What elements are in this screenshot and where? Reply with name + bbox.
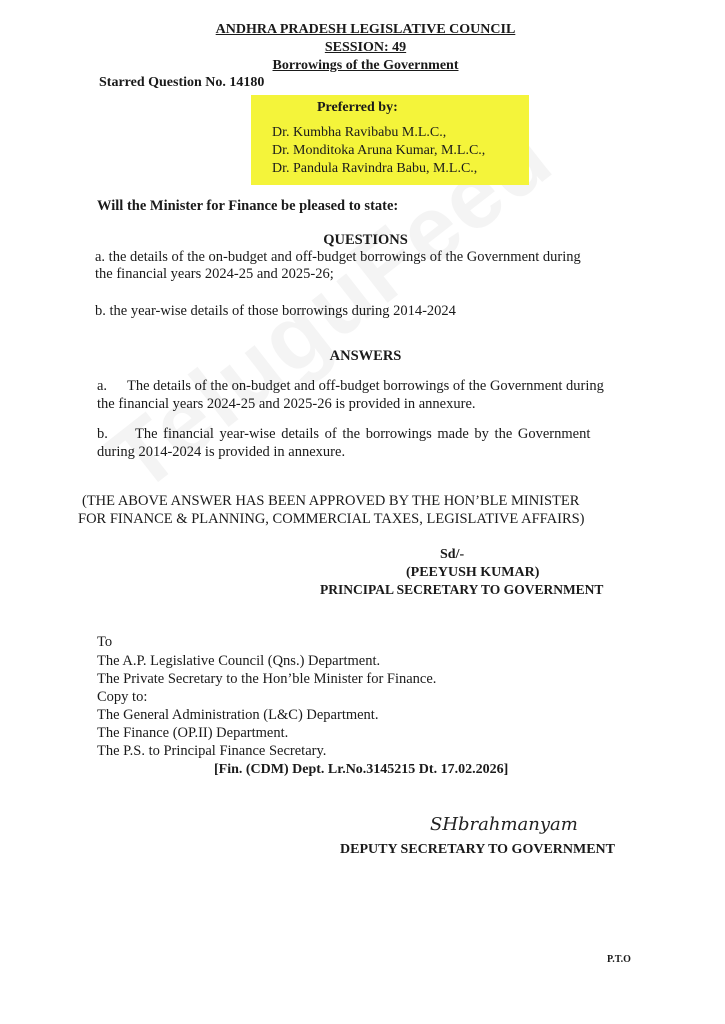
approval-line2: FOR FINANCE & PLANNING, COMMERCIAL TAXES, LEGISLATIVE AFFAIRS) [78, 511, 585, 527]
questions-heading: QUESTIONS [323, 232, 408, 248]
session-title: SESSION: 49 [324, 40, 407, 55]
answer-b-line2: during 2014-2024 is provided in annexure. [97, 444, 346, 460]
answer-b-line1: The financial year-wise details of the borrowings made by the Government [135, 426, 591, 442]
signatory-title: PRINCIPAL SECRETARY TO GOVERNMENT [320, 582, 604, 597]
preferred-by-box [251, 95, 529, 185]
question-number: Starred Question No. 14180 [99, 75, 265, 90]
answer-a-line2: the financial years 2024-25 and 2025-26 is provided in annexure. [97, 396, 476, 412]
answer-a-line1: The details of the on-budget and off-budget borrowings of the Government during [127, 378, 604, 394]
deputy-title: DEPUTY SECRETARY TO GOVERNMENT [340, 842, 616, 857]
member-2: Dr. Monditoka Aruna Kumar, M.L.C., [272, 143, 486, 158]
minister-line: Will the Minister for Finance be pleased to state: [97, 198, 399, 214]
subject-title: Borrowings of the Government [272, 58, 459, 73]
member-3: Dr. Pandula Ravindra Babu, M.L.C., [272, 161, 478, 176]
handwritten-signature: SHbrahmanyam [430, 814, 578, 835]
question-a-line2: the financial years 2024-25 and 2025-26; [95, 266, 334, 282]
answer-a-marker: a. [97, 378, 108, 394]
member-1: Dr. Kumbha Ravibabu M.L.C., [272, 125, 447, 140]
preferred-heading: Preferred by: [317, 100, 398, 115]
distribution-line-2: The Private Secretary to the Hon’ble Minister for Finance. [97, 671, 437, 687]
letter-reference: [Fin. (CDM) Dept. Lr.No.3145215 Dt. 17.02.2026] [214, 762, 509, 777]
signatory-name: (PEEYUSH KUMAR) [406, 565, 540, 580]
approval-line1: (THE ABOVE ANSWER HAS BEEN APPROVED BY THE HON’BLE MINISTER [82, 493, 580, 509]
distribution-line-3: The General Administration (L&C) Department. [97, 707, 379, 723]
answers-heading: ANSWERS [329, 348, 402, 364]
question-a-line1: a. the details of the on-budget and off-budget borrowings of the Government during [95, 249, 581, 265]
distribution-line-4: The Finance (OP.II) Department. [97, 725, 289, 741]
pto-mark: P.T.O [607, 954, 631, 965]
to-label: To [97, 634, 113, 650]
sd-mark: Sd/- [440, 547, 465, 562]
distribution-line-1: The A.P. Legislative Council (Qns.) Department. [97, 653, 381, 669]
question-b-line1: b. the year-wise details of those borrowings during 2014-2024 [95, 303, 456, 319]
distribution-line-5: The P.S. to Principal Finance Secretary. [97, 743, 327, 759]
copy-to-label: Copy to: [97, 689, 148, 705]
council-title: ANDHRA PRADESH LEGISLATIVE COUNCIL [215, 22, 516, 37]
answer-b-marker: b. [97, 426, 108, 442]
